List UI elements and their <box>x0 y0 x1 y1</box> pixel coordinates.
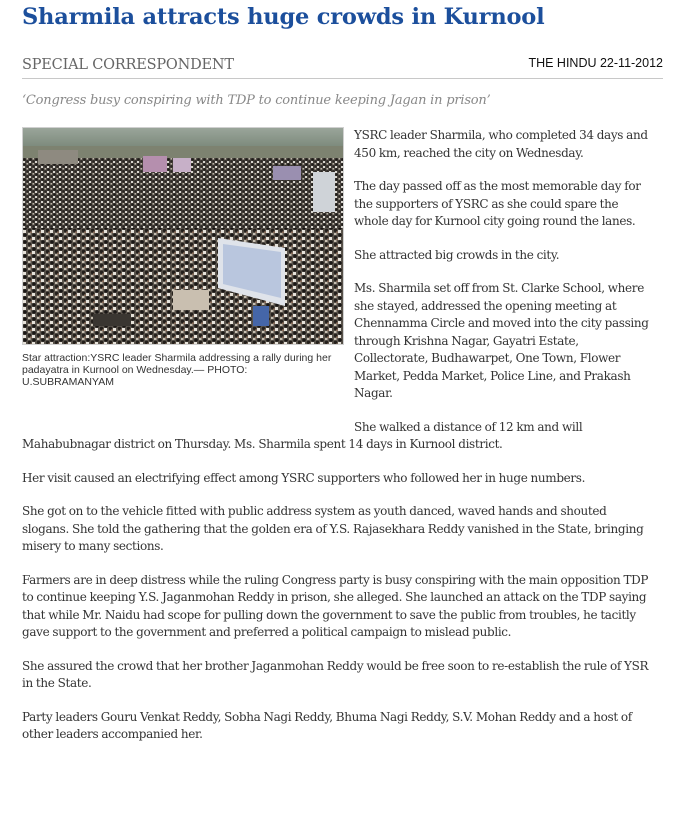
article-headline: Sharmila attracts huge crowds in Kurnool <box>22 4 545 30</box>
article-subhead: ‘Congress busy conspiring with TDP to continue keeping Jagan in prison’ <box>22 93 491 108</box>
paragraph: Farmers are in deep distress while the ruling Congress party is busy conspiring with the main opposition TDP to continue keeping Y.S. Jaganmohan Reddy in prison, she alleged. She launched an attack on the TDP saying that while Mr. Naidu had scope for pulling down the government to save the public from troubles, he tacitly gave support to the government and preferred a political campaign to mislead public. <box>22 572 649 639</box>
paragraph: Her visit caused an electrifying effect among YSRC supporters who followed her in huge numbers. <box>22 470 586 485</box>
photo-float-space <box>22 127 354 428</box>
paragraph: She attracted big crowds in the city. <box>354 247 560 262</box>
paragraph: She got on to the vehicle fitted with public address system as youth danced, waved hands and shouted slogans. She told the gathering that the golden era of Y.S. Rajasekhara Reddy vanished in the State, bringing misery to many sections. <box>22 504 644 553</box>
byline-author: SPECIAL CORRESPONDENT <box>22 57 234 73</box>
article-body <box>22 127 655 760</box>
paragraph: The day passed off as the most memorable day for the supporters of YSRC as she could spare the whole day for Kurnool city going round the lanes. <box>354 179 641 228</box>
paragraph: Party leaders Gouru Venkat Reddy, Sobha Nagi Reddy, Bhuma Nagi Reddy, S.V. Mohan Reddy and a host of other leaders accompanied her. <box>22 709 632 741</box>
photo-caption: Star attraction:YSRC leader Sharmila addressing a rally during her padayatra in Kurnool on Wednesday.— PHOTO: U.SUBRAMANYAM <box>22 352 332 388</box>
paragraph: Ms. Sharmila set off from St. Clarke School, where she stayed, addressed the opening meeting at Chennamma Circle and moved into the city passing through Krishna Nagar, Gayatri Estate, Collectorate, Budhawarpet, One Town, Flower Market, Pedda Market, Police Line, and Prakash Nagar. <box>354 281 649 400</box>
paragraph: YSRC leader Sharmila, who completed 34 days and 450 km, reached the city on Wednesday. <box>354 128 648 160</box>
paragraph: She walked a distance of 12 km and will Mahabubnagar district on Thursday. Ms. Sharmila spent 14 days in Kurnool district. <box>22 419 583 451</box>
byline <box>22 54 663 79</box>
byline-source-date: THE HINDU 22-11-2012 <box>528 56 663 70</box>
paragraph: She assured the crowd that her brother Jaganmohan Reddy would be free soon to re-establish the rule of YSR in the State. <box>22 658 649 690</box>
